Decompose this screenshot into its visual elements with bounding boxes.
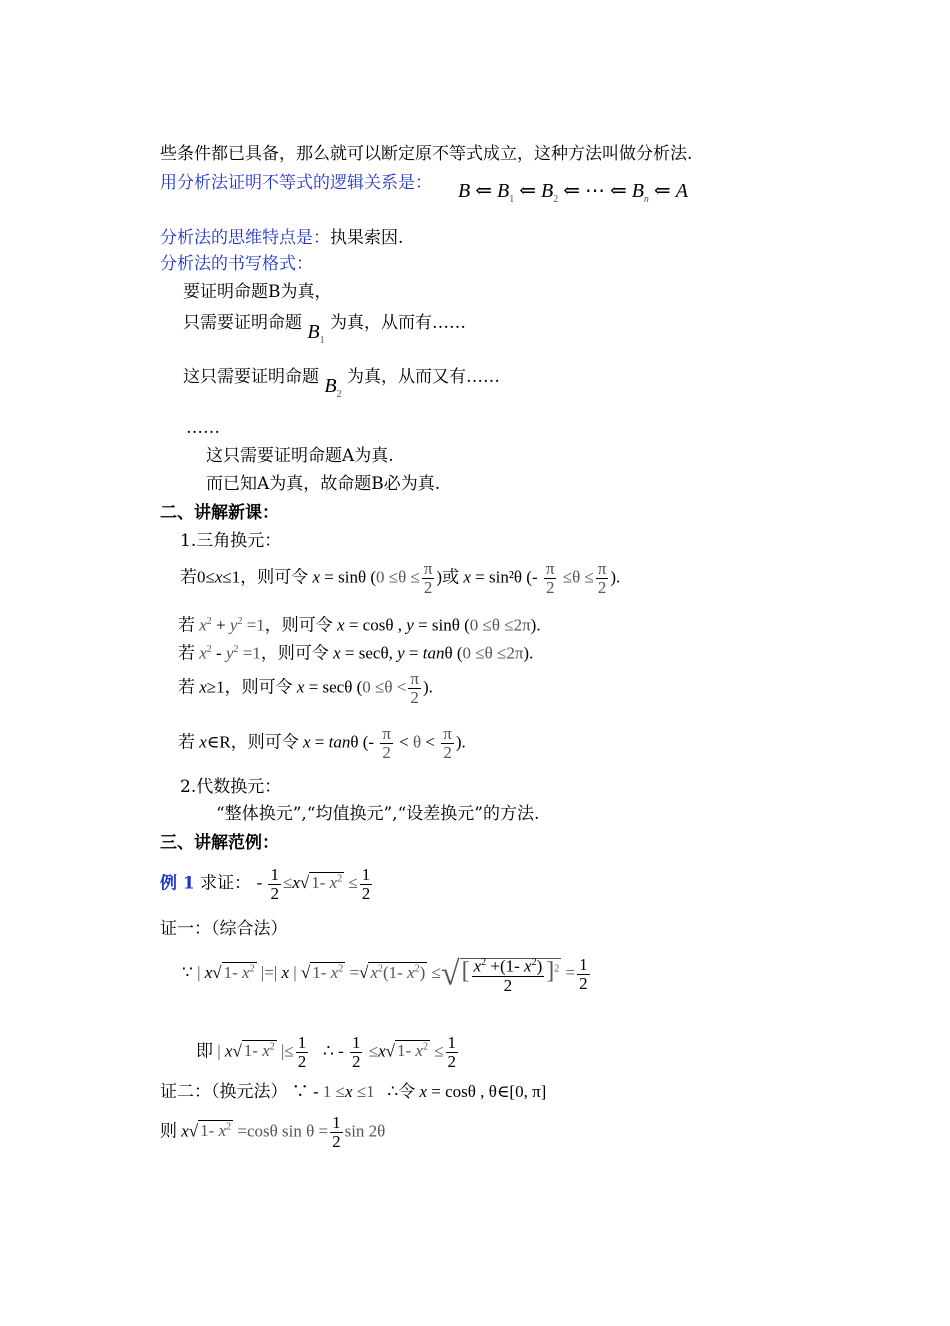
text-line: 这只需要证明命题 $B_2$ 为真，从而又有……	[183, 367, 501, 400]
text-part: 为真，从而有……	[330, 313, 467, 333]
proof-2-heading: 证二：（换元法） ∵ - 1 ≤x ≤1 ∴令 x = cosθ , θ∈[0, π]	[160, 1082, 547, 1101]
logic-chain-formula: B ⇐ $B_1$ ⇐ $B_2$ ⇐ ⋯ ⇐ $B_n$ ⇐ A	[458, 180, 688, 205]
text-part: 为真，从而又有……	[347, 367, 501, 387]
trig-sub-5: 若 x∈R，则可令 x = tanθ (- $\frac{\pi}{2}$ < θ < $\frac{\pi}{2}$ ).	[178, 724, 466, 762]
subsection-heading: 2.代数换元：	[180, 777, 282, 797]
example-label: 例 1	[160, 873, 195, 894]
example-formula: - $\frac{1}{2}$ ≤x√ 1- $x^2$ ≤ $\frac{1}{2}$	[256, 865, 371, 903]
thinking-feature-label: 分析法的思维特点是：	[160, 228, 330, 248]
proof-1-heading: 证一：（综合法）	[160, 919, 288, 939]
text-line: 些条件都已具备，那么就可以断定原不等式成立，这种方法叫做分析法.	[160, 144, 693, 164]
text-line: 只需要证明命题 $B_1$ 为真，从而有……	[183, 313, 467, 346]
proof-1-formula: ∵ | x√ 1- $x^2$ |=| x | √ 1- $x^2$ =√ $x^2(1-$ $x^2$) ≤√[ $\frac{x^2 +(1- x^2)}{2}$ ]$^2$ = $\frac{1}{2}$	[182, 954, 588, 995]
proof-2-formula: 则 x√ 1- $x^2 =\cos\theta$ sin θ = $\frac{1}{2}$ sin 2θ	[160, 1113, 386, 1151]
trig-sub-4: 若 x≥1，则可令 x = secθ (0 ≤θ < $\frac{\pi}{2}$ ).	[178, 669, 433, 707]
analysis-logic-label: 用分析法证明不等式的逻辑关系是：	[160, 173, 432, 193]
subsection-heading: 1.三角换元：	[180, 531, 282, 551]
text-line: “整体换元”,“均值换元”,“设差换元”的方法.	[216, 804, 540, 824]
text-part: 这只需要证明命题	[183, 367, 319, 387]
theta-range: θ∈[0, π]	[488, 1082, 547, 1101]
text-line: 而已知A为真，故命题B必为真.	[206, 474, 441, 494]
text-line: 要证明命题B为真，	[183, 282, 332, 302]
proof-1-ji: 即	[196, 1041, 213, 1061]
section-heading: 三、讲解范例：	[160, 833, 279, 853]
ellipsis-line: ……	[186, 418, 220, 438]
proof-1-conclusion: 即 | x√ 1- $x^2$ |≤ $\frac{1}{2}$ ∴ - $\frac{1}{2}$ ≤x√ 1- $x^2$ ≤ $\frac{1}{2}$	[196, 1033, 457, 1071]
thinking-feature-text: 执果索因.	[330, 228, 404, 248]
example-1	[160, 866, 374, 910]
writing-format-label: 分析法的书写格式：	[160, 254, 313, 274]
ze-label: 则	[160, 1121, 177, 1141]
trig-sub-1: 若0≤x≤1，则可令 x = sinθ (0 ≤θ ≤ $\frac{\pi}{2}$ )或 x = sin²θ (- $\frac{\pi}{2}$ ≤θ ≤ $\frac{\pi}{2}$ ).	[180, 559, 621, 597]
thinking-feature-line	[160, 227, 403, 249]
text-line: 这只需要证明命题A为真.	[206, 446, 394, 466]
section-heading: 二、讲解新课：	[160, 503, 279, 523]
trig-sub-3: 若 $x^2 - y^2 =1$，则可令 x = secθ, y = tanθ (0 ≤θ ≤2π).	[178, 643, 534, 663]
proof-2-label: 证二：（换元法）	[160, 1082, 288, 1101]
text-part: 只需要证明命题	[183, 313, 302, 333]
trig-sub-2: 若 $x^2 + y^2 =1$，则可令 x = cosθ , y = sinθ (0 ≤θ ≤2π).	[178, 615, 541, 635]
example-prompt: 求证：	[200, 873, 252, 894]
